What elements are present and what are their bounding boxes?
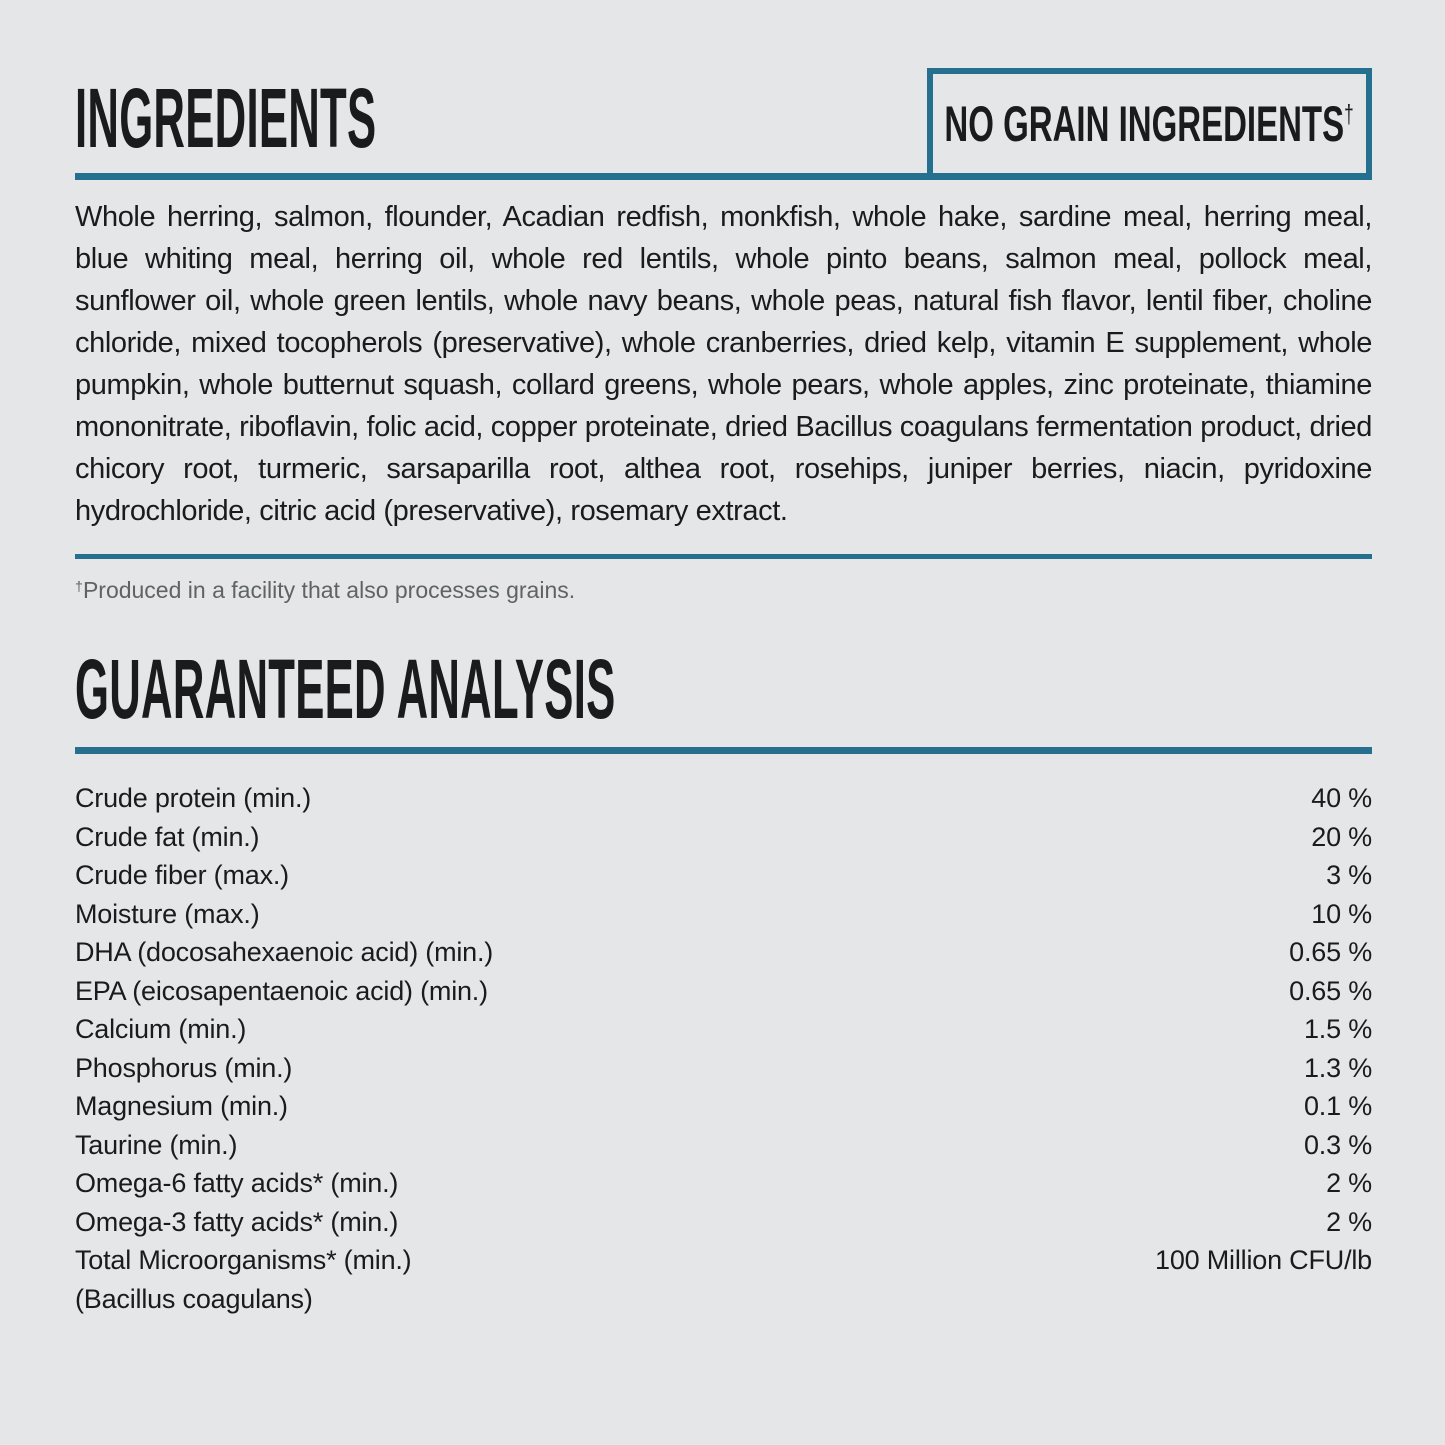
ingredients-header	[75, 68, 1372, 180]
analysis-row-value: 20 %	[1311, 821, 1372, 852]
analysis-row	[75, 779, 1372, 818]
analysis-row-value: 10 %	[1311, 898, 1372, 929]
analysis-row-value: 2 %	[1326, 1168, 1372, 1198]
analysis-row	[75, 856, 1372, 895]
analysis-row-label: EPA (eicosapentaenoic acid) (min.)	[75, 975, 488, 1006]
analysis-row	[75, 933, 1372, 972]
analysis-row	[75, 1010, 1372, 1049]
analysis-row-label: Moisture (max.)	[75, 898, 260, 929]
analysis-row	[75, 1049, 1372, 1088]
analysis-row	[75, 1164, 1372, 1203]
analysis-header	[75, 642, 1372, 736]
facility-footnote	[75, 572, 1372, 605]
analysis-row-label: DHA (docosahexaenoic acid) (min.)	[75, 937, 494, 967]
analysis-row-label: (Bacillus coagulans)	[75, 1283, 313, 1314]
header-divider	[75, 173, 1372, 180]
analysis-row-value: 1.3 %	[1303, 1052, 1372, 1083]
no-grain-badge	[927, 68, 1372, 180]
ingredients-title: INGREDIENTS	[75, 71, 377, 165]
analysis-row	[75, 972, 1372, 1011]
analysis-row-label: Omega-6 fatty acids* (min.)	[75, 1168, 399, 1198]
analysis-row	[75, 1280, 1372, 1319]
ingredients-paragraph: Whole herring, salmon, flounder, Acadian redfish, monkfish, whole hake, sardine meal, herring meal, blue whiting meal, herring oil, whole red lentils, whole pinto beans, salmon meal, pollock meal, sunflower oil, whole green lentils, whole navy beans, whole peas, natural fish flavor, lentil fiber, choline chloride, mixed tocopherols (preservative), whole cranberries, dried kelp, vitamin E supplement, whole pumpkin, whole butternut squash, collard greens, whole pears, whole apples, zinc proteinate, thiamine mononitrate, riboflavin, folic acid, copper proteinate, dried Bacillus coagulans fermentation product, dried chicory root, turmeric, sarsaparilla root, althea root, rosehips, juniper berries, niacin, pyridoxine hydrochloride, citric acid (preservative), rosemary extract.	[75, 201, 1372, 527]
analysis-row-label: Calcium (min.)	[75, 1014, 247, 1044]
facility-footnote-text: Produced in a facility that also processes grains.	[82, 577, 576, 603]
analysis-row	[75, 895, 1372, 934]
analysis-row-value: 1.5 %	[1303, 1014, 1372, 1044]
analysis-row	[75, 818, 1372, 857]
analysis-row-value: 2 %	[1326, 1206, 1372, 1237]
analysis-row	[75, 1126, 1372, 1165]
analysis-row-label: Crude fiber (max.)	[75, 860, 289, 890]
analysis-row-label: Phosphorus (min.)	[75, 1052, 293, 1083]
analysis-title: GUARANTEED ANALYSIS	[75, 642, 616, 736]
analysis-row-value: 100 Million CFU/lb	[1155, 1245, 1372, 1275]
analysis-row-label: Magnesium (min.)	[75, 1091, 288, 1121]
analysis-row-label: Crude fat (min.)	[75, 821, 260, 852]
analysis-row	[75, 1087, 1372, 1126]
analysis-divider	[75, 747, 1372, 754]
analysis-row	[75, 1241, 1372, 1280]
analysis-row-label: Total Microorganisms* (min.)	[75, 1245, 412, 1275]
analysis-row-label: Omega-3 fatty acids* (min.)	[75, 1206, 399, 1237]
analysis-row-value: 0.65 %	[1289, 937, 1372, 967]
analysis-row-label: Taurine (min.)	[75, 1129, 238, 1160]
dagger-mark: †	[75, 579, 83, 595]
dagger-mark: †	[1344, 99, 1355, 129]
analysis-row	[75, 1203, 1372, 1242]
analysis-table	[75, 779, 1372, 1318]
analysis-row-label: Crude protein (min.)	[75, 783, 312, 813]
analysis-row-value: 0.65 %	[1289, 975, 1372, 1006]
analysis-row-value: 40 %	[1311, 783, 1372, 813]
no-grain-badge-text	[944, 96, 1355, 152]
analysis-row-value: 0.1 %	[1303, 1091, 1372, 1121]
analysis-row-value: 3 %	[1326, 860, 1372, 890]
footnote-divider	[75, 554, 1372, 559]
analysis-row-value: 0.3 %	[1303, 1129, 1372, 1160]
no-grain-badge-label: NO GRAIN INGREDIENTS	[944, 96, 1345, 152]
